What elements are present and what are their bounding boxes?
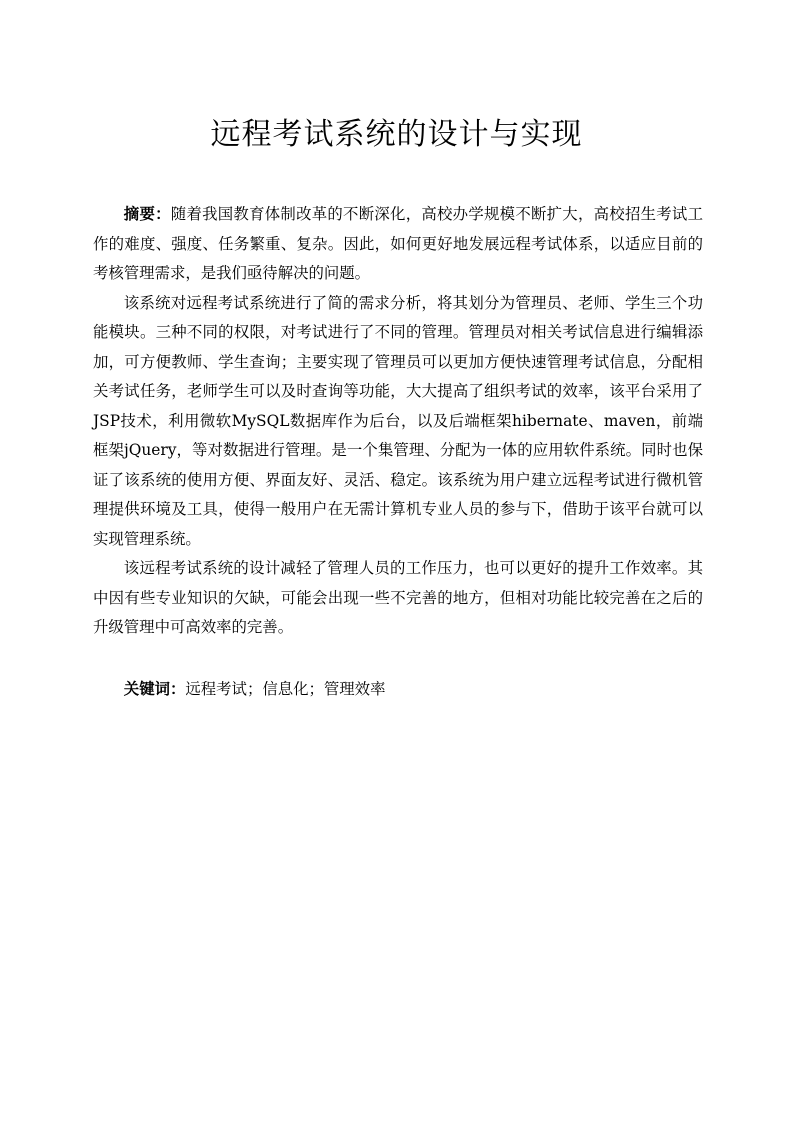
keywords-label: 关键词： <box>123 680 186 698</box>
abstract-paragraph-2: 该系统对远程考试系统进行了简的需求分析，将其划分为管理员、老师、学生三个功能模块。三种不同的权限，对考试进行了不同的管理。管理员对相关考试信息进行编辑添加，可方便教师、学生查询；主要实现了管理员可以更加方便快速管理考试信息，分配相关考试任务，老师学生可以及时查询等功能，大大提高了组织考试的效率，该平台采用了JSP技术，利用微软MySQL数据库作为后台，以及后端框架hibernate、maven，前端框架jQuery，等对数据进行管理。是一个集管理、分配为一体的应用软件系统。同时也保证了该系统的使用方便、界面友好、灵活、稳定。该系统为用户建立远程考试进行微机管理提供环境及工具，使得一般用户在无需计算机专业人员的参与下，借助于该平台就可以实现管理系统。 <box>93 293 703 548</box>
abstract-paragraph-1-text: 随着我国教育体制改革的不断深化，高校办学规模不断扩大，高校招生考试工作的难度、强度、任务繁重、复杂。因此，如何更好地发展远程考试体系，以适应目前的考核管理需求，是我们亟待解决的问题。 <box>93 205 703 282</box>
abstract-label: 摘要： <box>123 205 171 223</box>
abstract-section <box>93 200 703 643</box>
abstract-paragraph-1 <box>93 200 703 289</box>
abstract-paragraph-3: 该远程考试系统的设计减轻了管理人员的工作压力，也可以更好的提升工作效率。其中因有些专业知识的欠缺，可能会出现一些不完善的地方，但相对功能比较完善在之后的升级管理中可高效率的完善。 <box>93 559 703 636</box>
page-title: 远程考试系统的设计与实现 <box>210 117 583 152</box>
keywords-value: 远程考试；信息化；管理效率 <box>185 680 386 698</box>
keywords-line <box>93 675 703 705</box>
